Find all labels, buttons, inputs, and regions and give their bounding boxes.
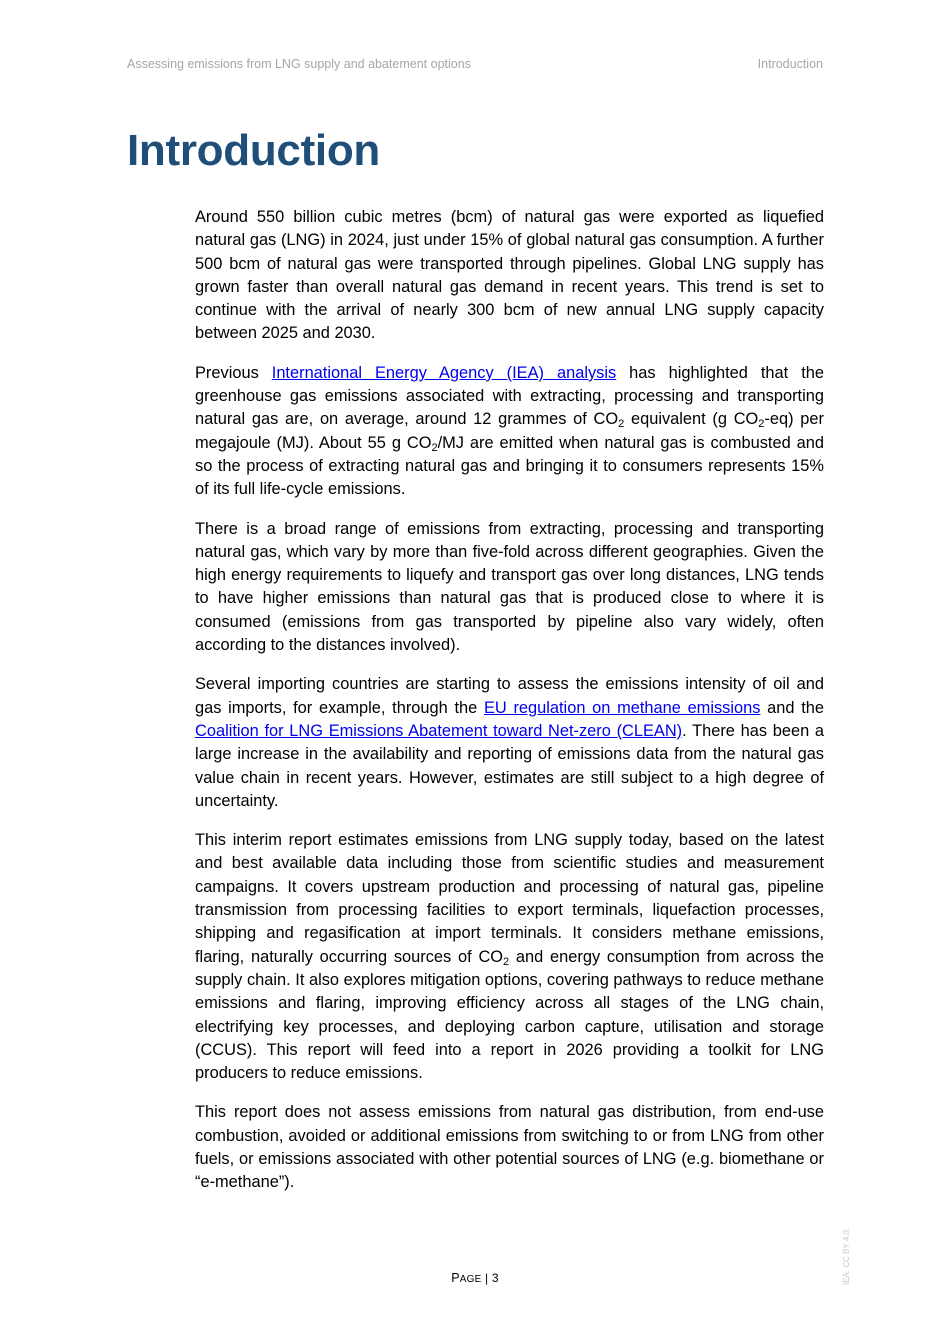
paragraph-2-text: /MJ are emitted when natural gas is combusted and so the process of extracting natural gas and bringing it to consumers represents 15% of its full life-cycle emissions. — [195, 433, 824, 499]
license-note: IEA. CC BY 4.0. — [842, 1227, 851, 1285]
paragraph-4-text: and the — [760, 698, 824, 717]
running-header-document-title: Assessing emissions from LNG supply and abatement options — [127, 57, 471, 71]
page-number-value: 3 — [491, 1271, 499, 1285]
paragraph-5-text: This interim report estimates emissions from LNG supply today, based on the latest and best available data including those from scientific studies and measurement campaigns. It covers upstream production and processing of natural gas, pipeline transmission from processing facilities to export terminals, liquefaction processes, shipping and regasification at import terminals. It considers methane emissions, flaring, naturally occurring sources of CO — [195, 831, 824, 966]
clean-coalition-link[interactable]: Coalition for LNG Emissions Abatement toward Net-zero (CLEAN) — [195, 721, 683, 740]
subscript: 2 — [618, 418, 625, 431]
eu-methane-regulation-link[interactable]: EU regulation on methane emissions — [483, 698, 761, 717]
page-label-rest: AGE — [459, 1274, 482, 1285]
paragraph-3: There is a broad range of emissions from extracting, processing and transporting natural gas, which vary by more than five-fold across different geographies. Given the high energy requirements to liquefy and transport gas over long distances, LNG tends to have higher emissions than natural gas that is produced close to where it is consumed (emissions from gas transported by pipeline also vary widely, often according to the distances involved). — [195, 519, 824, 655]
paragraph-2-text: Previous — [195, 363, 272, 382]
subscript: 2 — [431, 441, 438, 454]
paragraph-4-text: Several importing countries are starting to assess the emissions intensity of oil and gas imports, for example, through the — [195, 675, 824, 717]
running-header-section: Introduction — [757, 57, 823, 71]
paragraph-1: Around 550 billion cubic metres (bcm) of natural gas were exported as liquefied natural gas (LNG) in 2024, just under 15% of global natural gas consumption. A further 500 bcm of natural gas were transported through pipelines. Global LNG supply has grown faster than overall natural gas demand in recent years. This trend is set to continue with the arrival of nearly 300 bcm of new annual LNG supply capacity between 2025 and 2030. — [195, 208, 824, 343]
paragraph-5 — [195, 829, 824, 1085]
page-title: Introduction — [127, 126, 381, 175]
page-label-initial: P — [451, 1271, 460, 1285]
paragraph-4-text: . There has been a large increase in the availability and reporting of emissions data from the natural gas value chain in recent years. However, estimates are still subject to a high degree of uncertainty. — [195, 721, 824, 810]
iea-analysis-link[interactable]: International Energy Agency (IEA) analysis — [271, 363, 617, 382]
paragraph-5-text: and energy consumption from across the supply chain. It also explores mitigation options, covering pathways to reduce methane emissions and flaring, improving efficiency across all stages of the LNG chain, electrifying key processes, and deploying carbon capture, utilisation and storage (CCUS). This report will feed into a report in 2026 providing a toolkit for LNG producers to reduce emissions. — [195, 947, 825, 1083]
paragraph-2-text: equivalent (g CO — [624, 410, 759, 429]
subscript: 2 — [758, 418, 765, 431]
paragraph-2-text: -eq) per megajoule (MJ). About 55 g CO — [195, 410, 824, 452]
running-header — [127, 57, 823, 71]
subscript: 2 — [503, 955, 510, 968]
page-label — [451, 1271, 481, 1285]
paragraph-2-text: has highlighted that the greenhouse gas emissions associated with extracting, processing and transporting natural gas are, on average, around 12 grammes of CO — [195, 363, 824, 429]
body-text — [195, 206, 824, 1211]
page-separator: | — [481, 1271, 492, 1285]
paragraph-6: This report does not assess emissions from natural gas distribution, from end-use combustion, avoided or additional emissions from switching to or from LNG from other fuels, or emissions associated with other potential sources of LNG (e.g. biomethane or “e-methane”). — [195, 1103, 824, 1192]
paragraph-2 — [195, 362, 824, 502]
paragraph-4 — [195, 673, 824, 813]
page-number — [0, 1271, 950, 1285]
